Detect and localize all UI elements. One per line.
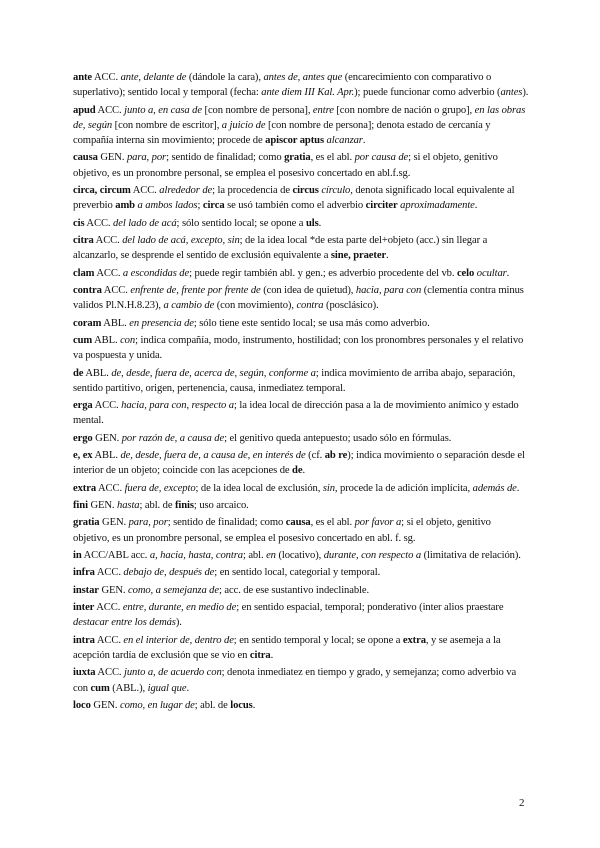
entry-headword: ante	[73, 72, 93, 83]
entry-italic-text: hacia, para con	[355, 284, 422, 296]
entry-italic-text: junto a, de acuerdo con	[124, 667, 222, 679]
entry-bold-term: sine, praeter	[330, 250, 387, 262]
entry-bold-term: circiter	[365, 200, 398, 212]
entry-italic-text: fuera de, excepto	[124, 482, 196, 494]
entry-text: GEN.	[90, 700, 120, 712]
entry-text: ; si el objeto, genitivo objetivo, es un pronombre personal, se emplea el posesivo concertado en abl.f.sg.	[73, 152, 498, 179]
entry-italic-text: destacar entre los demás	[73, 617, 176, 629]
entry-headword: loco	[73, 700, 91, 712]
entry-italic-text: durante, con respecto a	[323, 550, 422, 562]
entry-bold-term: finis	[174, 500, 194, 512]
entry-headword: e, ex	[73, 450, 93, 462]
entry-text: ACC.	[92, 72, 121, 83]
entry-text: (dándole la cara),	[186, 72, 264, 83]
entry-bold-term: de	[292, 465, 303, 477]
entry-italic-text: enfrente de, frente por frente de	[130, 284, 261, 296]
entry-text: .	[362, 135, 366, 146]
entry-text: ACC.	[95, 104, 125, 116]
dictionary-entry	[73, 366, 529, 396]
entry-bold-term: ab re	[324, 450, 348, 462]
entry-italic-text: ante diem III Kal. Apr.	[261, 87, 355, 99]
entry-text: .	[516, 482, 520, 494]
entry-headword: instar	[73, 584, 99, 596]
entry-headword: circa, circum	[73, 184, 131, 196]
entry-italic-text: del lado de acá	[113, 217, 177, 229]
entry-italic-text: en el interior de, dentro de	[123, 634, 234, 646]
entry-text: ACC.	[95, 667, 125, 679]
dictionary-entry	[73, 333, 529, 363]
entry-italic-text: hacia, para con, respecto a	[121, 400, 234, 412]
entry-text: ACC.	[101, 284, 131, 296]
entry-text: (locativo),	[275, 550, 324, 562]
entry-italic-text: ante, delante de	[120, 72, 187, 83]
entry-text: .	[318, 217, 322, 229]
entry-bold-term: circus	[292, 184, 319, 196]
dictionary-entry	[73, 266, 529, 281]
entry-text: GEN.	[99, 517, 129, 529]
entry-bold-term: cum	[90, 682, 110, 694]
entry-text: ABL.	[92, 334, 121, 346]
entry-text: , es el abl.	[310, 152, 355, 164]
entry-headword: iuxta	[73, 667, 96, 679]
entry-italic-text: a cambio de	[163, 300, 215, 312]
entry-italic-text: en las obras de, según	[73, 104, 526, 131]
entry-text: ; la idea local de dirección pasa a la de movimiento anímico y estado mental.	[73, 400, 519, 427]
entry-text: ; sólo tiene este sentido local; se usa más como adverbio.	[193, 317, 430, 329]
entry-italic-text: como, a semejanza de	[128, 584, 219, 596]
entry-bold-term: circa	[202, 200, 225, 212]
dictionary-entry	[73, 633, 529, 663]
dictionary-entry	[73, 398, 529, 428]
entry-bold-term: locus	[230, 700, 253, 712]
entry-text: , es el abl.	[310, 517, 355, 529]
entry-italic-text: del lado de acá, excepto, sin	[122, 234, 240, 246]
entry-text: [con nombre de escritor],	[112, 119, 222, 131]
entry-text: ; sentido de finalidad; como	[166, 152, 285, 164]
entry-italic-text: a escondidas de	[122, 267, 190, 279]
dictionary-entry	[73, 583, 529, 598]
dictionary-entry	[73, 481, 529, 496]
entry-text: ; si el objeto, genitivo objetivo, es un pronombre personal, se emplea el posesivo concertado en abl. f. sg.	[73, 517, 491, 544]
entry-headword: cis	[73, 217, 85, 229]
entry-italic-text: entre	[312, 104, 334, 116]
entry-text: .	[302, 465, 306, 477]
entry-text: ABL.	[101, 317, 130, 329]
entry-text: ).	[522, 87, 529, 99]
dictionary-entry	[73, 431, 529, 446]
entry-text: [con nombre de persona],	[201, 104, 313, 116]
entry-text: [con nombre de persona]; denota estado de cercanía y compañía interna sin movimiento; procede de	[73, 119, 491, 146]
entry-text: ACC.	[96, 482, 125, 494]
entry-text: ; en sentido local, categorial y temporal.	[214, 567, 381, 579]
entry-bold-term: citra	[249, 650, 271, 662]
entry-text: ; indica compañía, modo, instrumento, hostilidad; con los pronombres personales y el relativo va pospuesta y unida.	[73, 334, 524, 362]
entry-italic-text: círculo	[321, 184, 351, 196]
entry-text: ).	[175, 617, 182, 629]
entry-text: ; el genitivo queda antepuesto; usado sólo en fórmulas.	[224, 432, 452, 444]
entry-italic-text: como, en lugar de	[119, 700, 195, 712]
entry-text: ACC.	[94, 602, 123, 614]
entry-italic-text: entre, durante, en medio de	[122, 602, 237, 614]
entry-text: (limitativa de relación).	[421, 550, 521, 562]
dictionary-entry	[73, 665, 529, 695]
entry-italic-text: junto a, en casa de	[124, 104, 202, 116]
entry-text: ; denota inmediatez en tiempo y grado, y semejanza; como adverbio va con	[73, 667, 517, 694]
dictionary-entry	[73, 600, 529, 630]
entry-headword: contra	[73, 284, 102, 296]
entry-text: procede la de adición implícita,	[337, 482, 473, 494]
entry-text: GEN.	[87, 500, 118, 512]
dictionary-entry	[73, 183, 529, 213]
entry-text: .	[386, 250, 389, 262]
entry-text: ACC.	[94, 267, 123, 279]
entry-text: ABL.	[83, 367, 112, 379]
entry-text: ; sólo sentido local; se opone a	[176, 217, 306, 229]
entry-text: (encarecimiento con comparativo o superlativo); sentido local y temporal (fecha:	[73, 72, 492, 99]
dictionary-entry	[73, 233, 529, 263]
entry-italic-text: en	[266, 550, 276, 562]
entry-text: ABL.	[92, 450, 121, 462]
entry-headword: de	[73, 367, 84, 379]
entry-text: .	[252, 700, 256, 712]
dictionary-entry	[73, 316, 529, 331]
entry-text: ; abl.	[242, 550, 267, 562]
entry-text: ; de la idea local de exclusión,	[195, 482, 323, 494]
entry-headword: in	[73, 550, 82, 562]
dictionary-entry	[73, 70, 529, 100]
entry-text: se usó también como el adverbio	[224, 200, 366, 212]
entry-text: GEN.	[92, 432, 122, 444]
entry-italic-text: igual que	[147, 682, 187, 694]
entry-text: (con idea de quietud),	[260, 284, 356, 296]
entry-italic-text: alrededor de	[159, 184, 213, 196]
entry-italic-text: para, por	[126, 152, 167, 164]
entry-headword: gratia	[73, 517, 100, 529]
entry-italic-text: por causa de	[354, 152, 409, 164]
dictionary-entry	[73, 216, 529, 231]
entry-italic-text: contra	[296, 300, 324, 312]
entry-text: ; uso arcaico.	[193, 500, 249, 512]
entry-text: (posclásico).	[323, 300, 379, 312]
entry-bold-term: causa	[285, 517, 311, 529]
entry-bold-term: uls	[305, 217, 319, 229]
entry-headword: apud	[73, 104, 96, 116]
entry-text: ; en sentido temporal y local; se opone a	[233, 634, 403, 646]
entry-text: [con nombre de nación o grupo],	[333, 104, 475, 116]
entry-text: ACC/ABL acc.	[81, 550, 150, 562]
dictionary-entry	[73, 150, 529, 180]
entry-text: .	[506, 267, 510, 279]
entry-headword: erga	[73, 400, 93, 412]
entry-text: (clementia contra minus validos Pl.N.H.8.23),	[73, 284, 524, 312]
entry-italic-text: hasta	[117, 500, 140, 512]
entry-headword: citra	[73, 234, 94, 246]
entry-headword: infra	[73, 567, 95, 579]
entry-italic-text: ocultar	[476, 267, 507, 279]
entry-text: ); puede funcionar como adverbio (	[354, 87, 501, 99]
entry-text: ACC.	[94, 567, 124, 579]
entry-text: , y se asemeja a la acepción tardía de exclusión que se vio en	[73, 634, 501, 662]
entry-text: .	[474, 200, 478, 212]
entry-headword: cum	[73, 334, 93, 346]
entry-italic-text: alcanzar	[326, 135, 363, 146]
dictionary-entry	[73, 698, 529, 713]
entry-bold-term: extra	[402, 634, 426, 646]
entry-bold-term: gratia	[284, 152, 311, 164]
entry-italic-text: por favor a	[354, 517, 402, 529]
entry-headword: intra	[73, 634, 95, 646]
entry-italic-text: sin,	[322, 482, 338, 494]
entry-text: , denota significado local equivalente al preverbio	[73, 184, 515, 212]
entry-italic-text: por razón de, a causa de	[121, 432, 225, 444]
dictionary-entry	[73, 515, 529, 545]
entry-text: ; abl. de	[139, 500, 175, 512]
entry-bold-term: amb	[115, 200, 135, 212]
entry-italic-text: además de	[472, 482, 517, 494]
entry-text: ; acc. de ese sustantivo indeclinable.	[219, 584, 370, 596]
entry-headword: ergo	[73, 432, 93, 444]
entry-italic-text: a ambos lados	[137, 200, 198, 212]
entry-italic-text: en presencia de	[129, 317, 194, 329]
entry-text: (con movimiento),	[214, 300, 297, 312]
entry-italic-text: de, desde, fuera de, a causa de, en interés de	[120, 450, 306, 462]
entry-italic-text: antes	[500, 87, 523, 99]
entry-text: (cf.	[305, 450, 325, 462]
entry-headword: causa	[73, 152, 98, 164]
entry-text: ; de la idea local *de esta parte del+objeto (acc.) sin llegar a alcanzarlo, se desprende el sentido de exclusión equivalente a	[73, 234, 488, 262]
entry-text: ACC.	[93, 234, 123, 246]
entry-text: ACC.	[92, 400, 122, 412]
entry-text: ; la procedencia de	[212, 184, 293, 196]
entry-text: GEN.	[98, 584, 129, 596]
dictionary-entry	[73, 565, 529, 580]
entry-text: (ABL.),	[109, 682, 148, 694]
entry-text: .	[186, 682, 189, 694]
entry-italic-text: debajo de, después de	[123, 567, 215, 579]
entry-italic-text: antes de, antes que	[263, 72, 343, 83]
entry-text: ; abl. de	[194, 700, 231, 712]
entry-italic-text: de, desde, fuera de, acerca de, según, conforme a	[111, 367, 316, 379]
entry-bold-term: celo	[456, 267, 475, 279]
entry-italic-text: a juicio de	[221, 119, 266, 131]
entry-bold-term: apiscor aptus	[265, 135, 324, 146]
entry-italic-text: aproximadamente	[400, 200, 475, 212]
dictionary-entry	[73, 448, 529, 478]
dictionary-entry	[73, 498, 529, 513]
entry-text: ; sentido de finalidad; como	[167, 517, 286, 529]
entry-text: ;	[197, 200, 203, 212]
entry-headword: coram	[73, 317, 102, 329]
entry-italic-text: a, hacia, hasta, contra	[149, 550, 243, 562]
entry-list	[73, 70, 529, 715]
dictionary-entry	[73, 548, 529, 563]
entry-headword: inter	[73, 602, 95, 614]
entry-text: ACC.	[94, 634, 124, 646]
entry-text: ; indica movimiento de arriba abajo, separación, sentido partitivo, origen, pertenencia, causa, inmediatez temporal.	[73, 367, 516, 394]
entry-text: ACC.	[84, 217, 114, 229]
entry-text: ; puede regir también abl. y gen.; es adverbio procedente del vb.	[189, 267, 457, 279]
entry-text: .	[270, 650, 274, 662]
entry-headword: clam	[73, 267, 95, 279]
entry-text: GEN.	[97, 152, 127, 164]
entry-headword: extra	[73, 482, 97, 494]
dictionary-entry	[73, 103, 529, 149]
entry-text: ; en sentido espacial, temporal; ponderativo (inter alios praestare	[236, 602, 504, 614]
entry-headword: fini	[73, 500, 88, 512]
entry-italic-text: para, por	[128, 517, 168, 529]
page-number: 2	[519, 797, 525, 809]
entry-text: ACC.	[130, 184, 160, 196]
entry-text: ); indica movimiento o separación desde el interior de un objeto; coincide con las acepciones de	[73, 450, 525, 477]
dictionary-entry	[73, 283, 529, 313]
entry-italic-text: con	[120, 334, 136, 346]
